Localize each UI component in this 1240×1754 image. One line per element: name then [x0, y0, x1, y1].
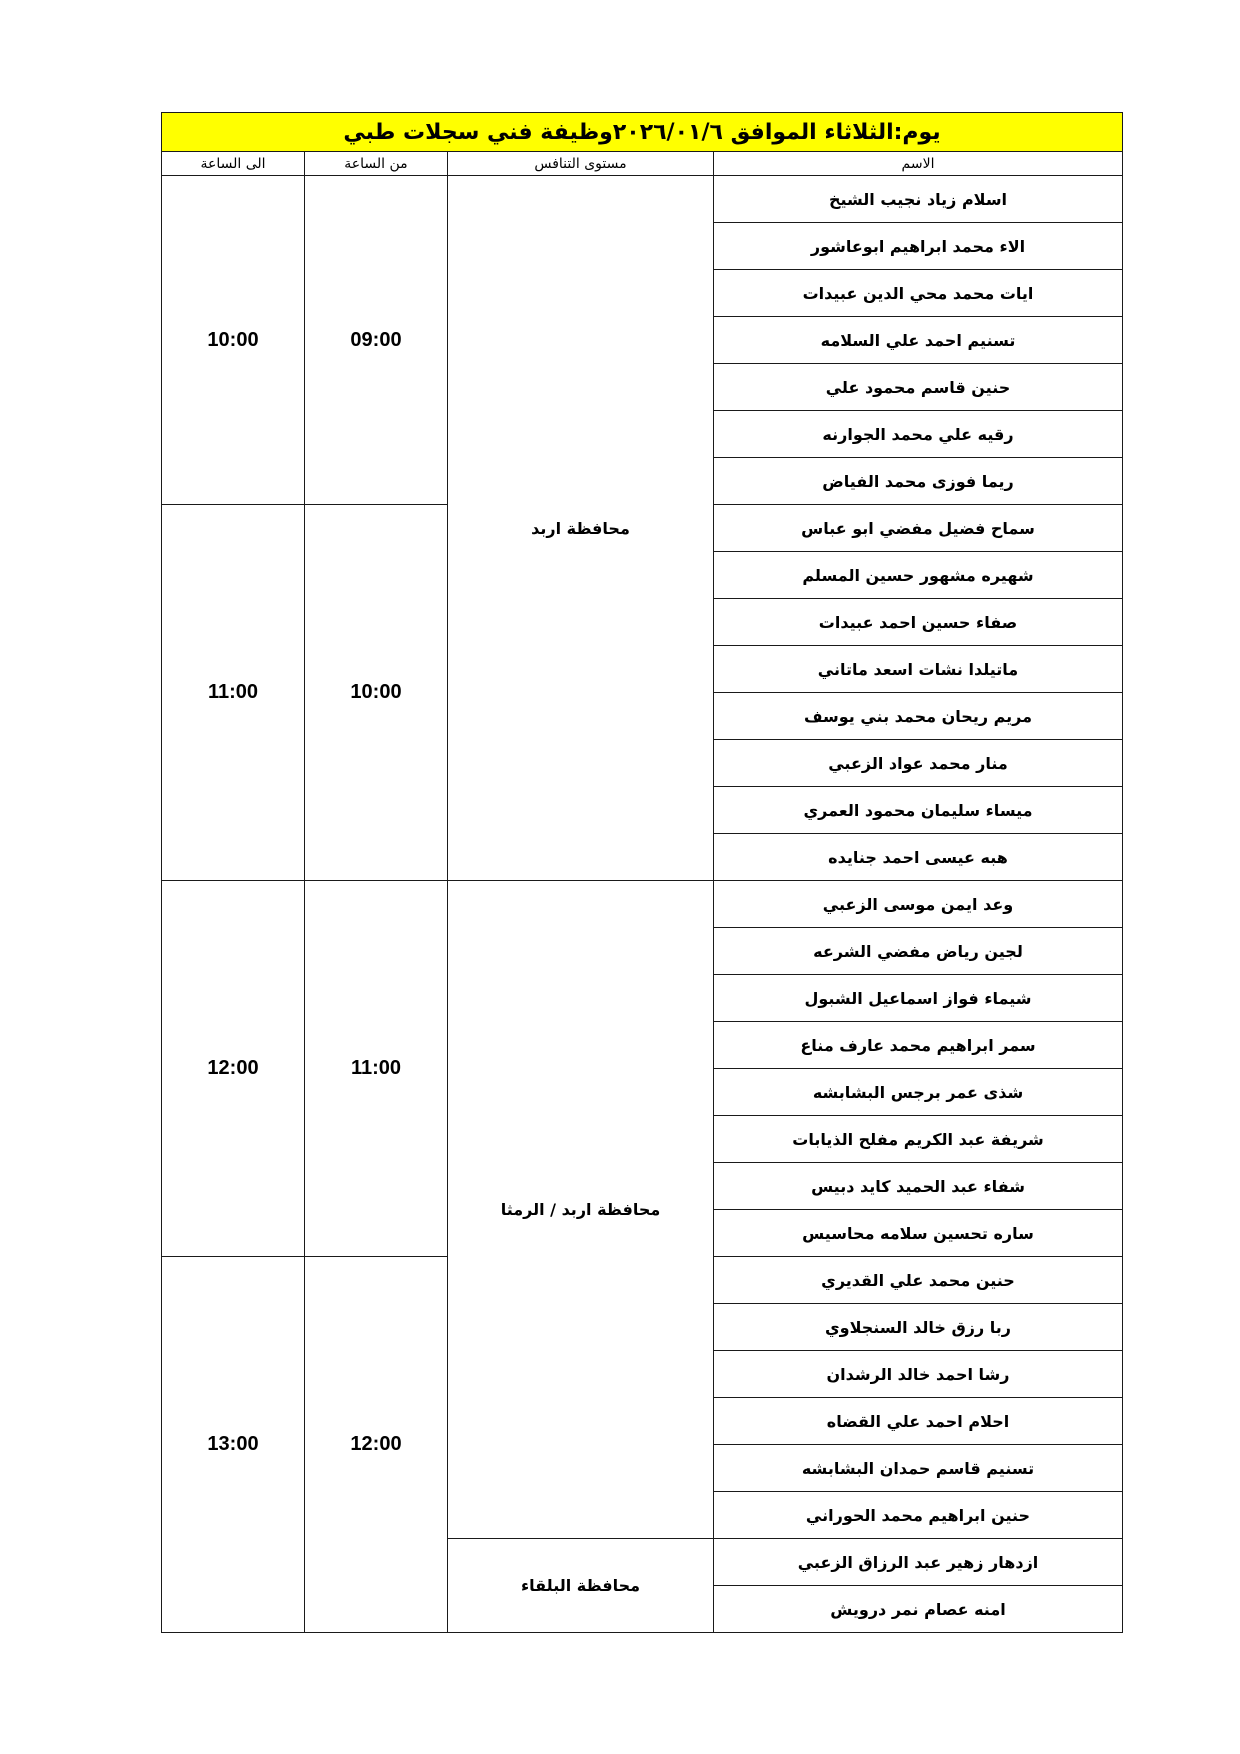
candidate-name: سمر ابراهيم محمد عارف مناع	[714, 1022, 1123, 1069]
candidate-name: امنه عصام نمر درويش	[714, 1586, 1123, 1633]
candidate-name: شهيره مشهور حسين المسلم	[714, 552, 1123, 599]
session-start-time: 11:00	[305, 881, 448, 1257]
candidate-name: لجين رياض مفضي الشرعه	[714, 928, 1123, 975]
candidate-name: حنين محمد علي القديري	[714, 1257, 1123, 1304]
candidate-name: صفاء حسين احمد عبيدات	[714, 599, 1123, 646]
session-end-time: 13:00	[162, 1257, 305, 1633]
header-to-hour: الى الساعة	[162, 152, 305, 176]
competition-level: محافظة البلقاء	[448, 1539, 714, 1633]
candidate-name: ساره تحسين سلامه محاسيس	[714, 1210, 1123, 1257]
candidate-name: شيماء فواز اسماعيل الشبول	[714, 975, 1123, 1022]
candidate-name: شفاء عبد الحميد كايد دبيس	[714, 1163, 1123, 1210]
candidate-name: ربا رزق خالد السنجلاوي	[714, 1304, 1123, 1351]
session-start-time: 10:00	[305, 505, 448, 881]
header-name: الاسم	[714, 152, 1123, 176]
candidate-name: رشا احمد خالد الرشدان	[714, 1351, 1123, 1398]
candidate-name: وعد ايمن موسى الزعبي	[714, 881, 1123, 928]
candidate-name: رقيه علي محمد الجوارنه	[714, 411, 1123, 458]
candidate-name: اسلام زياد نجيب الشيخ	[714, 176, 1123, 223]
candidate-name: هبه عيسى احمد جنايده	[714, 834, 1123, 881]
candidate-name: ريما فوزى محمد الفياض	[714, 458, 1123, 505]
candidate-name: ازدهار زهير عبد الرزاق الزعبي	[714, 1539, 1123, 1586]
competition-level: محافظة اربد / الرمثا	[448, 881, 714, 1539]
candidate-name: شريفة عبد الكريم مفلح الذيابات	[714, 1116, 1123, 1163]
table-row	[162, 881, 1123, 928]
candidate-name: الاء محمد ابراهيم ابوعاشور	[714, 223, 1123, 270]
header-from-hour: من الساعة	[305, 152, 448, 176]
candidate-name: ماتيلدا نشات اسعد ماتاني	[714, 646, 1123, 693]
candidate-name: احلام احمد علي القضاه	[714, 1398, 1123, 1445]
candidate-name: منار محمد عواد الزعبي	[714, 740, 1123, 787]
candidate-name: حنين قاسم محمود علي	[714, 364, 1123, 411]
candidate-name: حنين ابراهيم محمد الحوراني	[714, 1492, 1123, 1539]
session-end-time: 10:00	[162, 176, 305, 505]
page-title: يوم:الثلاثاء الموافق ٢٠٢٦/٠١/٦وظيفة فني سجلات طبي	[162, 113, 1123, 152]
session-end-time: 11:00	[162, 505, 305, 881]
candidate-name: ايات محمد محي الدين عبيدات	[714, 270, 1123, 317]
candidate-name: ميساء سليمان محمود العمري	[714, 787, 1123, 834]
candidate-name: تسنيم احمد علي السلامه	[714, 317, 1123, 364]
candidate-name: تسنيم قاسم حمدان البشابشه	[714, 1445, 1123, 1492]
competition-level: محافظة اربد	[448, 176, 714, 881]
session-start-time: 12:00	[305, 1257, 448, 1633]
candidate-name: سماح فضيل مفضي ابو عباس	[714, 505, 1123, 552]
session-end-time: 12:00	[162, 881, 305, 1257]
candidate-name: شذى عمر برجس البشابشه	[714, 1069, 1123, 1116]
schedule-table	[161, 112, 1123, 1633]
header-competition-level: مستوى التنافس	[448, 152, 714, 176]
table-row	[162, 176, 1123, 223]
session-start-time: 09:00	[305, 176, 448, 505]
candidate-name: مريم ريحان محمد بني يوسف	[714, 693, 1123, 740]
